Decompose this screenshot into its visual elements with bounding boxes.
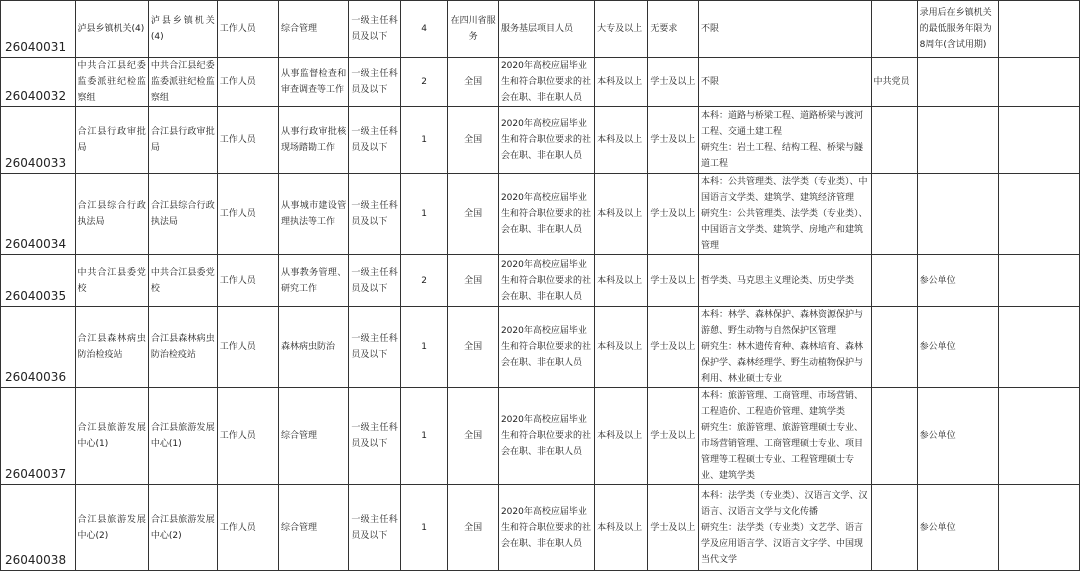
major-requirement-cell: 本科：旅游管理、工商管理、市场营销、工程造价、工程造价管理、建筑学类 研究生：旅游管理、旅游管理硕士专业、市场营销管理、工商管理硕士专业、项目管理等工程硕士专业、工程管理硕士专业、建筑学类 xyxy=(699,388,872,485)
department-cell: 合江县综合行政执法局 xyxy=(75,174,148,255)
blank-cell xyxy=(998,388,1079,485)
major-requirement-cell: 本科：林学、森林保护、森林资源保护与游憩、野生动物与自然保护区管理 研究生：林木遗传育种、森林培育、森林保护学、森林经理学、野生动植物保护与利用、林业硕士专业 xyxy=(699,307,872,388)
degree-cell: 学士及以上 xyxy=(648,388,699,485)
recruit-scope-cell: 全国 xyxy=(448,307,499,388)
table-row xyxy=(1,307,1080,388)
category-cell: 工作人员 xyxy=(217,388,278,485)
rank-level-cell: 一级主任科员及以下 xyxy=(349,174,400,255)
position-code-cell: 26040038 xyxy=(1,485,76,571)
major-requirement-cell: 不限 xyxy=(699,58,872,107)
category-cell: 工作人员 xyxy=(217,485,278,571)
rank-level-cell: 一级主任科员及以下 xyxy=(349,307,400,388)
table-row xyxy=(1,1,1080,58)
table-row xyxy=(1,485,1080,571)
political-status-cell xyxy=(871,107,917,174)
candidate-source-cell: 2020年高校应届毕业生和符合职位要求的社会在职、非在职人员 xyxy=(498,255,594,307)
table-row xyxy=(1,255,1080,307)
recruit-scope-cell: 全国 xyxy=(448,58,499,107)
recruit-scope-cell: 全国 xyxy=(448,485,499,571)
recruit-scope-cell: 在四川省服务 xyxy=(448,1,499,58)
blank-cell xyxy=(998,1,1079,58)
rank-level-cell: 一级主任科员及以下 xyxy=(349,255,400,307)
position-code-cell: 26040032 xyxy=(1,58,76,107)
category-cell: 工作人员 xyxy=(217,174,278,255)
department-cell: 合江县行政审批局 xyxy=(75,107,148,174)
education-cell: 大专及以上 xyxy=(595,1,648,58)
blank-cell xyxy=(998,485,1079,571)
hiring-count-cell: 2 xyxy=(400,255,448,307)
unit-cell: 合江县行政审批局 xyxy=(148,107,217,174)
education-cell: 本科及以上 xyxy=(595,174,648,255)
remarks-cell: 参公单位 xyxy=(917,307,998,388)
department-cell: 中共合江县委党校 xyxy=(75,255,148,307)
duty-cell: 综合管理 xyxy=(279,388,349,485)
remarks-cell xyxy=(917,58,998,107)
department-cell: 合江县旅游发展中心(2) xyxy=(75,485,148,571)
candidate-source-cell: 2020年高校应届毕业生和符合职位要求的社会在职、非在职人员 xyxy=(498,485,594,571)
recruit-scope-cell: 全国 xyxy=(448,388,499,485)
category-cell: 工作人员 xyxy=(217,255,278,307)
category-cell: 工作人员 xyxy=(217,307,278,388)
unit-cell: 合江县森林病虫防治检疫站 xyxy=(148,307,217,388)
position-code-cell: 26040036 xyxy=(1,307,76,388)
table-row xyxy=(1,174,1080,255)
duty-cell: 从事城市建设管理执法等工作 xyxy=(279,174,349,255)
education-cell: 本科及以上 xyxy=(595,58,648,107)
political-status-cell xyxy=(871,388,917,485)
rank-level-cell: 一级主任科员及以下 xyxy=(349,1,400,58)
recruit-scope-cell: 全国 xyxy=(448,107,499,174)
position-code-cell: 26040037 xyxy=(1,388,76,485)
duty-cell: 从事教务管理、研究工作 xyxy=(279,255,349,307)
education-cell: 本科及以上 xyxy=(595,388,648,485)
unit-cell: 泸县乡镇机关(4) xyxy=(148,1,217,58)
blank-cell xyxy=(998,307,1079,388)
unit-cell: 合江县旅游发展中心(2) xyxy=(148,485,217,571)
rank-level-cell: 一级主任科员及以下 xyxy=(349,485,400,571)
blank-cell xyxy=(998,174,1079,255)
candidate-source-cell: 2020年高校应届毕业生和符合职位要求的社会在职、非在职人员 xyxy=(498,174,594,255)
position-code-cell: 26040033 xyxy=(1,107,76,174)
hiring-count-cell: 1 xyxy=(400,174,448,255)
political-status-cell xyxy=(871,485,917,571)
candidate-source-cell: 2020年高校应届毕业生和符合职位要求的社会在职、非在职人员 xyxy=(498,58,594,107)
political-status-cell xyxy=(871,174,917,255)
political-status-cell: 中共党员 xyxy=(871,58,917,107)
blank-cell xyxy=(998,58,1079,107)
major-requirement-cell: 哲学类、马克思主义理论类、历史学类 xyxy=(699,255,872,307)
table-row xyxy=(1,107,1080,174)
category-cell: 工作人员 xyxy=(217,1,278,58)
candidate-source-cell: 2020年高校应届毕业生和符合职位要求的社会在职、非在职人员 xyxy=(498,107,594,174)
candidate-source-cell: 服务基层项目人员 xyxy=(498,1,594,58)
degree-cell: 学士及以上 xyxy=(648,107,699,174)
department-cell: 泸县乡镇机关(4) xyxy=(75,1,148,58)
degree-cell: 无要求 xyxy=(648,1,699,58)
degree-cell: 学士及以上 xyxy=(648,485,699,571)
remarks-cell xyxy=(917,174,998,255)
hiring-count-cell: 1 xyxy=(400,307,448,388)
recruit-scope-cell: 全国 xyxy=(448,174,499,255)
position-code-cell: 26040035 xyxy=(1,255,76,307)
hiring-count-cell: 2 xyxy=(400,58,448,107)
major-requirement-cell: 本科：公共管理类、法学类（专业类）、中国语言文学类、建筑学、建筑经济管理 研究生：公共管理类、法学类（专业类）、中国语言文学类、建筑学、房地产和建筑管理 xyxy=(699,174,872,255)
degree-cell: 学士及以上 xyxy=(648,174,699,255)
remarks-cell: 参公单位 xyxy=(917,255,998,307)
rank-level-cell: 一级主任科员及以下 xyxy=(349,58,400,107)
unit-cell: 中共合江县纪委监委派驻纪检监察组 xyxy=(148,58,217,107)
position-code-cell: 26040034 xyxy=(1,174,76,255)
position-code-cell: 26040031 xyxy=(1,1,76,58)
blank-cell xyxy=(998,107,1079,174)
remarks-cell: 参公单位 xyxy=(917,485,998,571)
rank-level-cell: 一级主任科员及以下 xyxy=(349,388,400,485)
major-requirement-cell: 本科：道路与桥梁工程、道路桥梁与渡河工程、交通土建工程 研究生：岩土工程、结构工程、桥梁与隧道工程 xyxy=(699,107,872,174)
major-requirement-cell: 本科：法学类（专业类）、汉语言文学、汉语言、汉语言文学与文化传播 研究生：法学类（专业类）文艺学、语言学及应用语言学、汉语言文字学、中国现当代文学 xyxy=(699,485,872,571)
political-status-cell xyxy=(871,255,917,307)
recruit-scope-cell: 全国 xyxy=(448,255,499,307)
duty-cell: 从事行政审批核现场踏勘工作 xyxy=(279,107,349,174)
hiring-count-cell: 1 xyxy=(400,388,448,485)
candidate-source-cell: 2020年高校应届毕业生和符合职位要求的社会在职、非在职人员 xyxy=(498,388,594,485)
duty-cell: 综合管理 xyxy=(279,485,349,571)
department-cell: 中共合江县纪委监委派驻纪检监察组 xyxy=(75,58,148,107)
department-cell: 合江县旅游发展中心(1) xyxy=(75,388,148,485)
major-requirement-cell: 不限 xyxy=(699,1,872,58)
hiring-count-cell: 1 xyxy=(400,485,448,571)
category-cell: 工作人员 xyxy=(217,58,278,107)
table-row xyxy=(1,58,1080,107)
education-cell: 本科及以上 xyxy=(595,485,648,571)
unit-cell: 合江县旅游发展中心(1) xyxy=(148,388,217,485)
education-cell: 本科及以上 xyxy=(595,107,648,174)
education-cell: 本科及以上 xyxy=(595,307,648,388)
candidate-source-cell: 2020年高校应届毕业生和符合职位要求的社会在职、非在职人员 xyxy=(498,307,594,388)
category-cell: 工作人员 xyxy=(217,107,278,174)
table-row xyxy=(1,388,1080,485)
political-status-cell xyxy=(871,307,917,388)
department-cell: 合江县森林病虫防治检疫站 xyxy=(75,307,148,388)
remarks-cell: 参公单位 xyxy=(917,388,998,485)
duty-cell: 森林病虫防治 xyxy=(279,307,349,388)
degree-cell: 学士及以上 xyxy=(648,255,699,307)
hiring-count-cell: 1 xyxy=(400,107,448,174)
political-status-cell xyxy=(871,1,917,58)
remarks-cell xyxy=(917,107,998,174)
education-cell: 本科及以上 xyxy=(595,255,648,307)
duty-cell: 从事监督检查和审查调查等工作 xyxy=(279,58,349,107)
degree-cell: 学士及以上 xyxy=(648,58,699,107)
remarks-cell: 录用后在乡镇机关的最低服务年限为8周年(含试用期) xyxy=(917,1,998,58)
blank-cell xyxy=(998,255,1079,307)
hiring-count-cell: 4 xyxy=(400,1,448,58)
degree-cell: 学士及以上 xyxy=(648,307,699,388)
unit-cell: 合江县综合行政执法局 xyxy=(148,174,217,255)
unit-cell: 中共合江县委党校 xyxy=(148,255,217,307)
duty-cell: 综合管理 xyxy=(279,1,349,58)
rank-level-cell: 一级主任科员及以下 xyxy=(349,107,400,174)
